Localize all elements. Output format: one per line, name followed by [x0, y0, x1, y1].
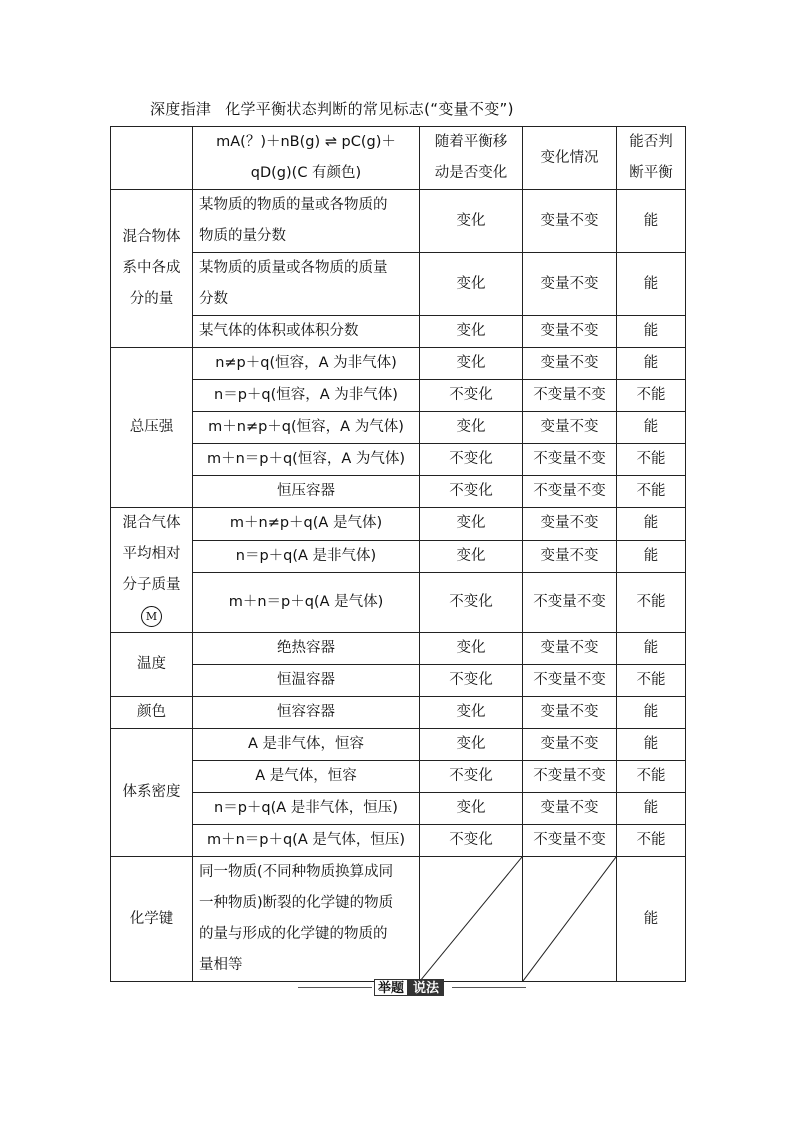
judge-cell: 能 [617, 729, 686, 761]
table-row [111, 540, 686, 573]
situation-cell: 不变量不变 [523, 761, 617, 793]
table-row [111, 508, 686, 541]
change-cell: 变化 [420, 190, 523, 253]
change-cell: 变化 [420, 253, 523, 316]
condition-line-3: 的量与形成的化学键的物质的 [199, 926, 388, 942]
change-cell: 不变化 [420, 761, 523, 793]
change-cell: 不变化 [420, 665, 523, 697]
situation-cell: 变量不变 [523, 508, 617, 541]
condition-cell: n＝p＋q(A 是非气体) [193, 540, 420, 573]
condition-line-2: 分数 [199, 291, 228, 307]
condition-line-1: 某物质的物质的量或各物质的 [199, 197, 388, 213]
judge-cell: 能 [617, 857, 686, 982]
condition-cell: m＋n≠p＋q(恒容，A 为气体) [193, 412, 420, 444]
change-cell: 不变化 [420, 380, 523, 412]
condition-cell: n≠p＋q(恒容，A 为非气体) [193, 348, 420, 380]
change-cell: 变化 [420, 729, 523, 761]
table-row [111, 761, 686, 793]
change-cell: 不变化 [420, 444, 523, 476]
change-cell: 变化 [420, 508, 523, 541]
table-row [111, 573, 686, 633]
table-row [111, 825, 686, 857]
condition-cell: m＋n≠p＋q(A 是气体) [193, 508, 420, 541]
header-judge-line-1: 能否判 [629, 134, 673, 150]
judge-cell: 能 [617, 253, 686, 316]
footer-badge [374, 979, 444, 996]
condition-cell: A 是气体，恒容 [193, 761, 420, 793]
footer-badge-left: 举题 [374, 979, 408, 996]
footer-badge-right: 说法 [408, 979, 444, 996]
table-row [111, 857, 686, 982]
change-cell: 变化 [420, 412, 523, 444]
section-footer [298, 979, 526, 997]
judge-cell: 能 [617, 540, 686, 573]
group-density-cell: 体系密度 [111, 729, 193, 857]
judge-cell: 能 [617, 348, 686, 380]
condition-cell: 恒温容器 [193, 665, 420, 697]
footer-rule-left [298, 987, 372, 988]
group-mixture-cell [111, 190, 193, 348]
reaction-line-2: qD(g)(C 有颜色) [250, 165, 362, 181]
group-molar-mass-line-1: 混合气体 [122, 515, 181, 531]
judge-cell: 不能 [617, 761, 686, 793]
condition-cell: n＝p＋q(恒容，A 为非气体) [193, 380, 420, 412]
condition-line-2: 一种物质)断裂的化学键的物质 [199, 895, 394, 911]
condition-cell: A 是非气体，恒容 [193, 729, 420, 761]
situation-cell: 变量不变 [523, 316, 617, 348]
condition-cell: m＋n＝p＋q(A 是气体，恒压) [193, 825, 420, 857]
situation-cell: 变量不变 [523, 253, 617, 316]
judge-cell: 能 [617, 633, 686, 665]
table-row [111, 412, 686, 444]
situation-cell: 不变量不变 [523, 825, 617, 857]
condition-cell: 某气体的体积或体积分数 [193, 316, 420, 348]
group-pressure-cell: 总压强 [111, 348, 193, 508]
table-row [111, 316, 686, 348]
title-prefix: 深度指津 [150, 100, 212, 118]
group-molar-mass-line-2: 平均相对 [122, 546, 181, 562]
condition-cell: 绝热容器 [193, 633, 420, 665]
page-title [150, 98, 514, 119]
judge-cell: 不能 [617, 444, 686, 476]
group-molar-mass-cell [111, 508, 193, 633]
group-mixture-line-3: 分的量 [129, 291, 174, 307]
group-molar-mass-line-3: 分子质量 [122, 577, 181, 593]
situation-cell: 不变量不变 [523, 476, 617, 508]
judge-cell: 能 [617, 412, 686, 444]
situation-cell: 不变量不变 [523, 665, 617, 697]
table-row [111, 348, 686, 380]
judge-cell: 不能 [617, 380, 686, 412]
condition-cell [193, 190, 420, 253]
condition-cell: m＋n＝p＋q(A 是气体) [193, 573, 420, 633]
group-temperature-cell: 温度 [111, 633, 193, 697]
header-change-cell [420, 127, 523, 190]
judge-cell: 能 [617, 697, 686, 729]
condition-cell: m＋n＝p＋q(恒容，A 为气体) [193, 444, 420, 476]
change-cell: 变化 [420, 348, 523, 380]
reaction-line-1: mA(？)＋nB(g) ⇌ pC(g)＋ [216, 134, 396, 150]
judge-cell: 能 [617, 508, 686, 541]
header-judge-cell [617, 127, 686, 190]
header-blank-cell [111, 127, 193, 190]
situation-cell: 变量不变 [523, 190, 617, 253]
change-cell: 变化 [420, 633, 523, 665]
footer-rule-right [452, 987, 526, 988]
situation-cell: 不变量不变 [523, 444, 617, 476]
situation-cell: 变量不变 [523, 633, 617, 665]
group-color-cell: 颜色 [111, 697, 193, 729]
table-row [111, 665, 686, 697]
judge-cell: 不能 [617, 573, 686, 633]
diagonal-slash [420, 857, 522, 981]
change-cell: 变化 [420, 316, 523, 348]
condition-line-1: 同一物质(不同种物质换算成同 [199, 864, 394, 880]
header-judge-line-2: 断平衡 [629, 165, 673, 181]
group-mixture-line-2: 系中各成 [122, 260, 181, 276]
condition-line-2: 物质的量分数 [199, 228, 286, 244]
diagonal-slash [523, 857, 616, 981]
table-row [111, 380, 686, 412]
situation-cell: 变量不变 [523, 412, 617, 444]
table-row [111, 697, 686, 729]
title-text: 化学平衡状态判断的常见标志(“变量不变”) [225, 100, 514, 118]
condition-cell [193, 857, 420, 982]
header-reaction-cell [193, 127, 420, 190]
table-row [111, 633, 686, 665]
condition-cell: 恒压容器 [193, 476, 420, 508]
judge-cell: 不能 [617, 665, 686, 697]
header-row [111, 127, 686, 190]
judge-cell: 不能 [617, 825, 686, 857]
condition-line-4: 量相等 [199, 957, 243, 973]
change-cell: 不变化 [420, 476, 523, 508]
header-change-line-1: 随着平衡移 [434, 134, 508, 150]
group-molar-mass-symbol-line [115, 601, 188, 632]
judge-cell: 能 [617, 316, 686, 348]
group-mixture-line-1: 混合物体 [122, 229, 181, 245]
situation-cell: 变量不变 [523, 697, 617, 729]
table-row [111, 729, 686, 761]
molar-mass-symbol: M [141, 606, 162, 627]
equilibrium-table [110, 126, 686, 982]
condition-cell: 恒容容器 [193, 697, 420, 729]
table-row [111, 476, 686, 508]
change-cell: 不变化 [420, 573, 523, 633]
situation-cell: 变量不变 [523, 348, 617, 380]
situation-cell: 不变量不变 [523, 380, 617, 412]
change-cell-empty [420, 857, 523, 982]
table-row [111, 253, 686, 316]
situation-cell: 变量不变 [523, 793, 617, 825]
situation-cell: 变量不变 [523, 540, 617, 573]
change-cell: 变化 [420, 793, 523, 825]
table-row [111, 190, 686, 253]
situation-cell-empty [523, 857, 617, 982]
change-cell: 变化 [420, 697, 523, 729]
change-cell: 变化 [420, 540, 523, 573]
situation-cell: 变量不变 [523, 729, 617, 761]
condition-cell: n＝p＋q(A 是非气体，恒压) [193, 793, 420, 825]
condition-line-1: 某物质的质量或各物质的质量 [199, 260, 388, 276]
header-situation-cell: 变化情况 [523, 127, 617, 190]
header-change-line-2: 动是否变化 [434, 165, 508, 181]
change-cell: 不变化 [420, 825, 523, 857]
judge-cell: 不能 [617, 476, 686, 508]
table-row [111, 793, 686, 825]
judge-cell: 能 [617, 190, 686, 253]
group-bond-cell: 化学键 [111, 857, 193, 982]
situation-cell: 不变量不变 [523, 573, 617, 633]
condition-cell [193, 253, 420, 316]
table-row [111, 444, 686, 476]
judge-cell: 能 [617, 793, 686, 825]
